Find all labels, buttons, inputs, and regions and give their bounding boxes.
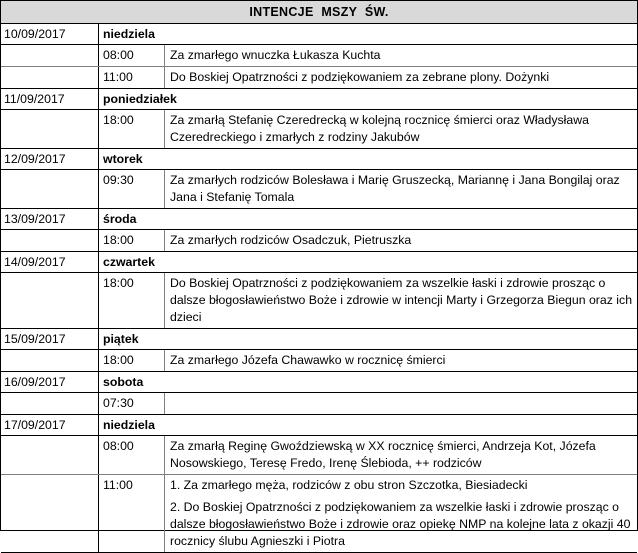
mass-row bbox=[1, 436, 637, 475]
mass-row bbox=[1, 230, 637, 252]
mass-intention bbox=[165, 273, 637, 328]
day-date: 16/09/2017 bbox=[1, 372, 99, 392]
day-name: piątek bbox=[103, 332, 139, 346]
intention-text: Za zmarłą Stefanię Czeredrecką w kolejną rocznicę śmierci oraz Władysława Czeredreckiego i zmarłych z rodziny Jakubów bbox=[170, 113, 589, 144]
date-column-cell bbox=[1, 393, 99, 414]
day-row bbox=[1, 24, 637, 45]
day-name: czwartek bbox=[103, 255, 155, 269]
day-name: niedziela bbox=[103, 27, 155, 41]
mass-time: 11:00 bbox=[99, 67, 165, 88]
day-date: 12/09/2017 bbox=[1, 149, 99, 169]
day-row bbox=[1, 329, 637, 350]
day-name: sobota bbox=[103, 375, 144, 389]
mass-intention bbox=[165, 436, 637, 474]
page-title: INTENCJE MSZY ŚW. bbox=[249, 5, 389, 19]
intention-text: Za zmarłych rodziców Bolesława i Marię Gruszecką, Mariannę i Jana Bongilaj oraz Jana i Stefanię Tomala bbox=[170, 173, 620, 204]
mass-time: 18:00 bbox=[99, 350, 165, 371]
mass-time: 07:30 bbox=[99, 393, 165, 414]
mass-time: 08:00 bbox=[99, 45, 165, 66]
day-row bbox=[1, 415, 637, 436]
day-row bbox=[1, 209, 637, 230]
intention-text: 2. Do Boskiej Opatrzności z podziękowaniem za wszelkie łaski i zdrowie prosząc o dalsze błogosławieństwo Boże i zdrowie oraz opiekę NMP na kolejne lata z okazji 40 rocznicy ślubu Agnieszki i Piotra bbox=[170, 500, 631, 548]
intention-text: Do Boskiej Opatrzności z podziękowaniem za wszelkie łaski i zdrowie prosząc o dalsze błogosławieństwo Boże i zdrowie w intencji Marty i Grzegorza Biegun oraz ich dzieci bbox=[170, 276, 633, 324]
mass-intention bbox=[165, 475, 637, 552]
day-row bbox=[1, 89, 637, 110]
date-column-cell bbox=[1, 350, 99, 371]
mass-time: 18:00 bbox=[99, 273, 165, 328]
day-name: środa bbox=[103, 212, 137, 226]
day-date: 17/09/2017 bbox=[1, 415, 99, 435]
mass-row bbox=[1, 273, 637, 329]
day-date: 13/09/2017 bbox=[1, 209, 99, 229]
mass-intention bbox=[165, 110, 637, 148]
mass-row bbox=[1, 110, 637, 149]
day-date: 11/09/2017 bbox=[1, 89, 99, 109]
mass-time: 11:00 bbox=[99, 475, 165, 552]
mass-row bbox=[1, 475, 637, 553]
intention-text bbox=[170, 395, 633, 412]
table-header bbox=[1, 1, 637, 24]
date-column-cell bbox=[1, 273, 99, 328]
day-date: 15/09/2017 bbox=[1, 329, 99, 349]
date-column-cell bbox=[1, 67, 99, 88]
intention-text: Do Boskiej Opatrzności z podziękowaniem za zebrane plony. Dożynki bbox=[170, 70, 550, 84]
day-name: wtorek bbox=[103, 152, 143, 166]
mass-intention bbox=[165, 230, 637, 251]
intention-text: Za zmarłego wnuczka Łukasza Kuchta bbox=[170, 48, 381, 62]
day-name: poniedziałek bbox=[103, 92, 177, 106]
date-column-cell bbox=[1, 170, 99, 208]
mass-row bbox=[1, 45, 637, 67]
table-body bbox=[1, 24, 637, 553]
mass-row bbox=[1, 67, 637, 89]
intention-text: Za zmarłych rodziców Osadczuk, Pietruszka bbox=[170, 233, 412, 247]
day-date: 14/09/2017 bbox=[1, 252, 99, 272]
day-name: niedziela bbox=[103, 418, 155, 432]
day-row bbox=[1, 252, 637, 273]
mass-intention bbox=[165, 67, 637, 88]
mass-row bbox=[1, 350, 637, 372]
intention-text: Za zmarłą Reginę Gwoździewską w XX rocznicę śmierci, Andrzeja Kot, Józefa Nosowskiego, Teresę Fredo, Irenę Ślebioda, ++ rodziców bbox=[170, 439, 596, 470]
mass-row bbox=[1, 170, 637, 209]
day-row bbox=[1, 372, 637, 393]
mass-intention bbox=[165, 45, 637, 66]
mass-time: 08:00 bbox=[99, 436, 165, 474]
date-column-cell bbox=[1, 436, 99, 474]
mass-intention bbox=[165, 170, 637, 208]
mass-intention bbox=[165, 393, 637, 414]
mass-row bbox=[1, 393, 637, 415]
intention-text: 1. Za zmarłego męża, rodziców z obu stron Szczotka, Biesiadecki bbox=[170, 478, 528, 492]
mass-time: 18:00 bbox=[99, 230, 165, 251]
mass-time: 18:00 bbox=[99, 110, 165, 148]
date-column-cell bbox=[1, 110, 99, 148]
mass-intention bbox=[165, 350, 637, 371]
day-row bbox=[1, 149, 637, 170]
intention-text: Za zmarłego Józefa Chawawko w rocznicę śmierci bbox=[170, 353, 446, 367]
date-column-cell bbox=[1, 475, 99, 552]
day-date: 10/09/2017 bbox=[1, 24, 99, 44]
date-column-cell bbox=[1, 45, 99, 66]
mass-time: 09:30 bbox=[99, 170, 165, 208]
date-column-cell bbox=[1, 230, 99, 251]
